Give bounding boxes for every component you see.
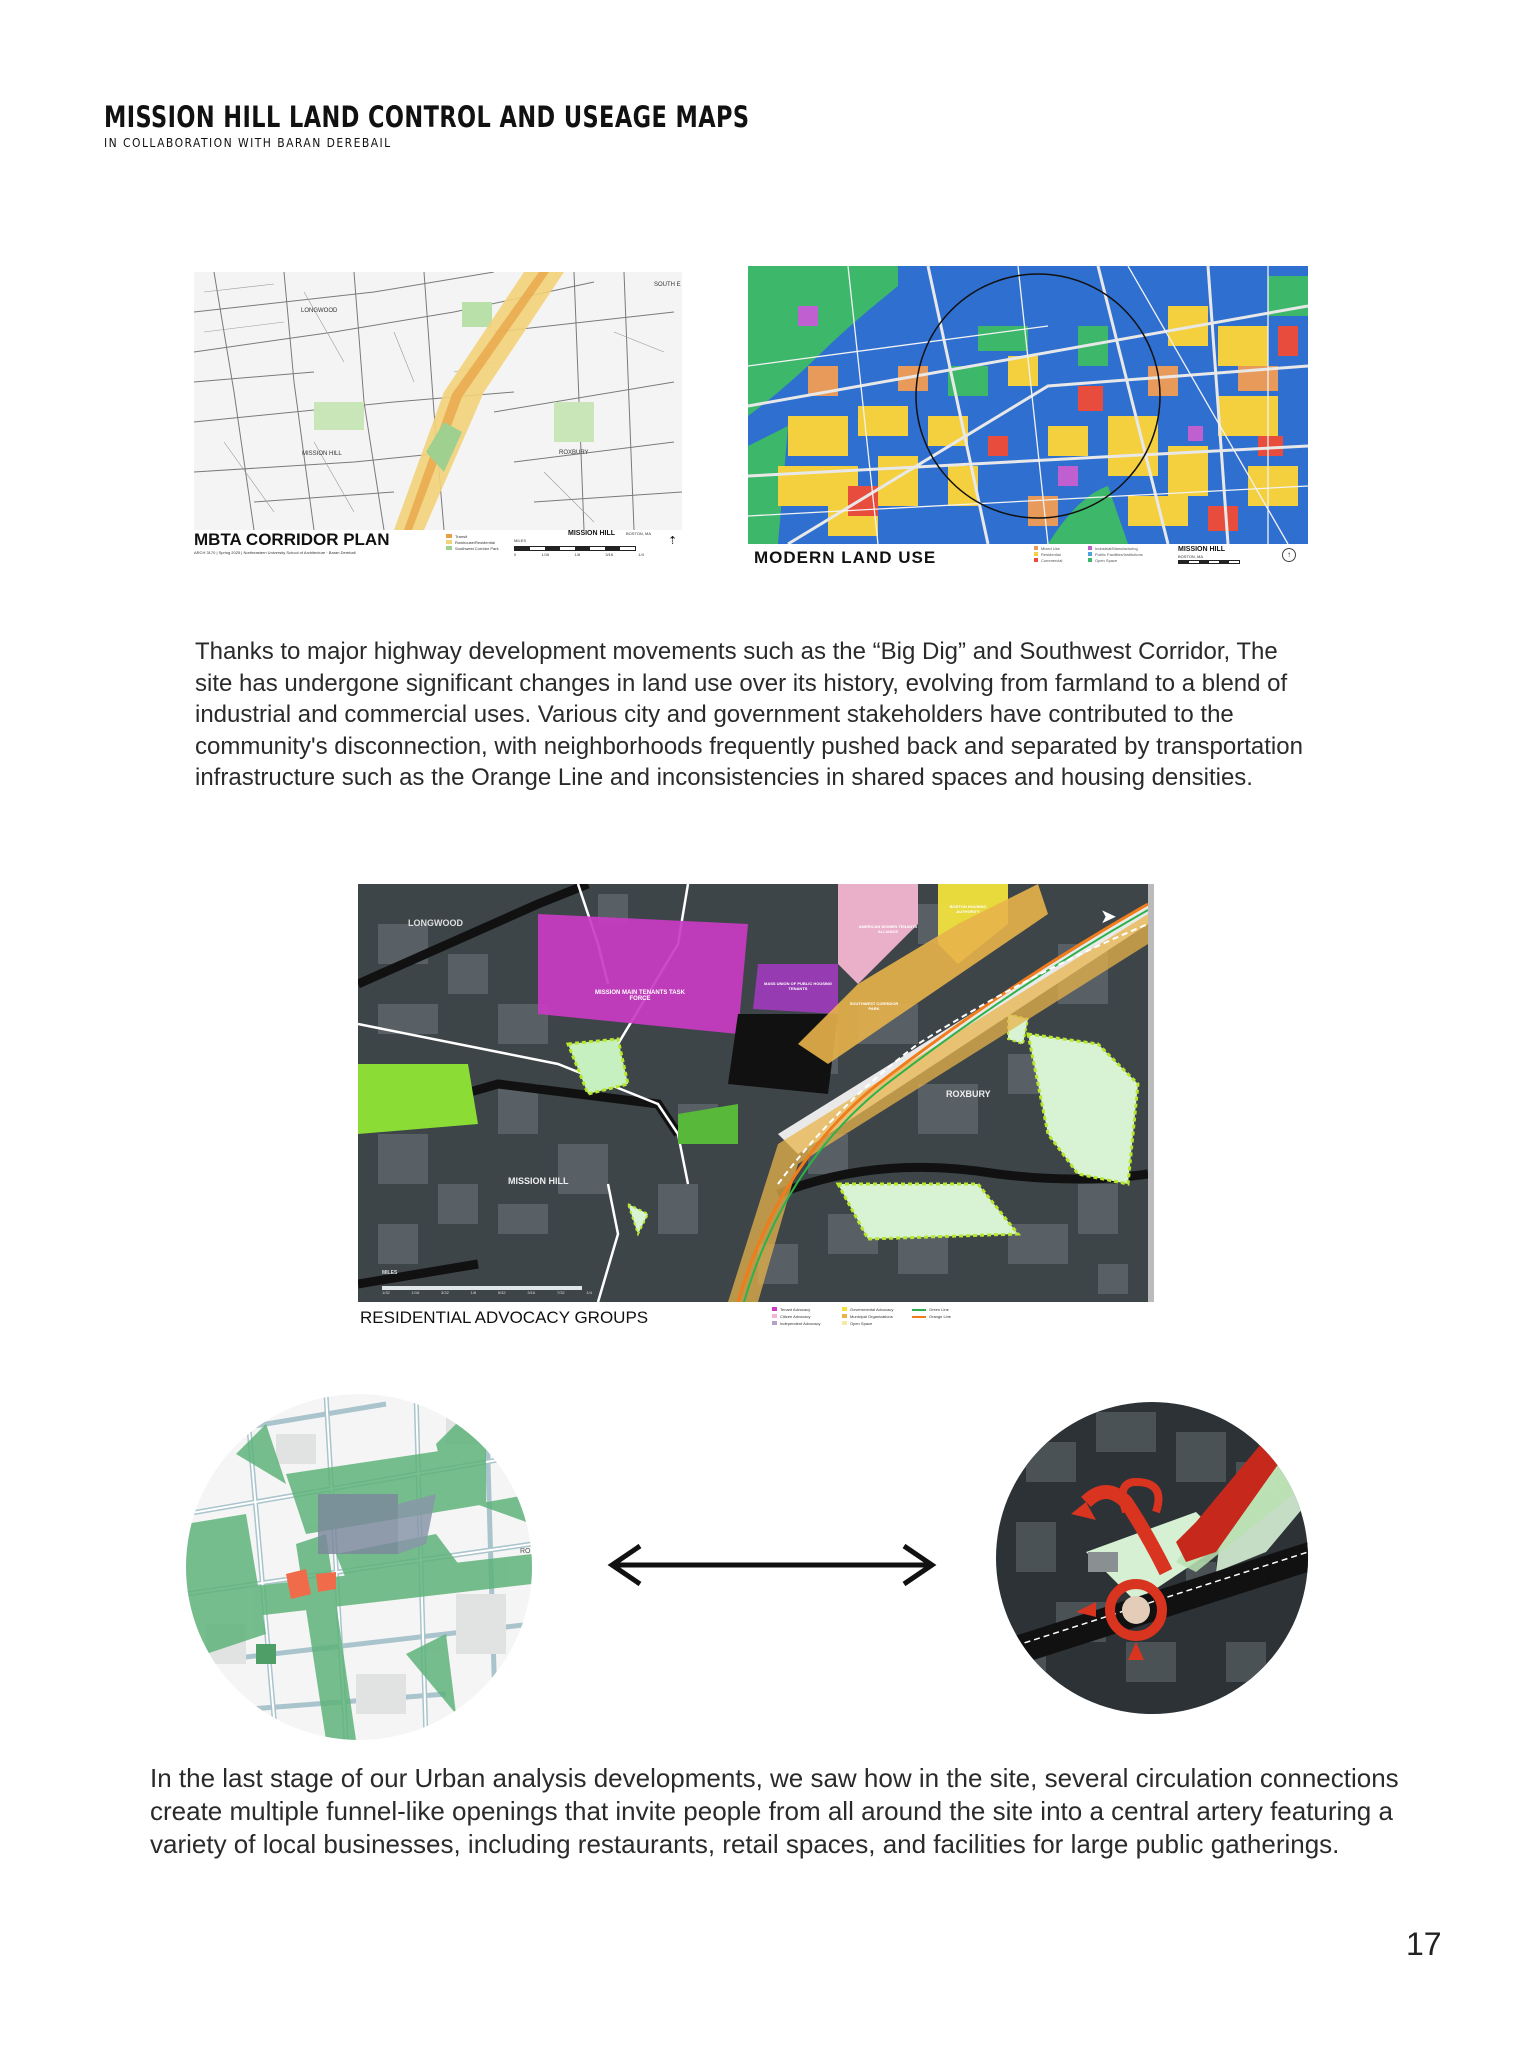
mbta-scale-label: MILES — [514, 538, 527, 543]
label-public-housing-tenants: MASS UNION OF PUBLIC HOUSING TENANTS — [763, 981, 832, 991]
circulation-diagram-right — [996, 1402, 1308, 1714]
advocacy-legend-col2: Governmental Advocacy Municipal Organizations Open Space — [842, 1306, 893, 1327]
label-southwest-corridor: SOUTHWEST CORRIDOR PARK — [849, 1001, 899, 1011]
label-roxbury: ROXBURY — [946, 1089, 991, 1099]
north-arrow-icon: ➤ — [1100, 906, 1117, 928]
diagram-label-ro: RO — [520, 1548, 531, 1555]
svg-text:MISSION HILL: MISSION HILL — [302, 451, 342, 457]
label-mission-hill: MISSION HILL — [508, 1176, 569, 1186]
advocacy-scale-label: MILES — [382, 1270, 398, 1276]
advocacy-groups-map — [358, 884, 1154, 1334]
mbta-location-sub: BOSTON, MA — [626, 531, 652, 536]
mbta-map-title: MBTA CORRIDOR PLAN — [194, 530, 390, 549]
page-subtitle: IN COLLABORATION WITH BARAN DEREBAIL — [104, 136, 392, 150]
land-use-scale-bar — [1178, 560, 1240, 564]
land-use-location-sub: BOSTON, MA — [1178, 554, 1204, 559]
double-arrow-icon — [600, 1540, 944, 1590]
mbta-scale-bar — [514, 546, 636, 551]
page-title: MISSION HILL LAND CONTROL AND USEAGE MAPS — [104, 100, 750, 134]
land-use-location: MISSION HILL — [1178, 546, 1226, 553]
mbta-corridor-map — [194, 272, 682, 558]
advocacy-legend-col3: Green Line Orange Line — [912, 1306, 951, 1320]
north-arrow-icon: ⇡ — [668, 535, 678, 547]
svg-text:SOUTH E: SOUTH E — [654, 282, 681, 288]
modern-land-use-map — [748, 266, 1308, 566]
label-longwood: LONGWOOD — [408, 918, 463, 928]
svg-text:ROXBURY: ROXBURY — [559, 450, 589, 456]
advocacy-scale-ticks: 1/32 1/16 3/32 1/8 5/32 3/16 7/32 1/4 — [382, 1290, 592, 1295]
mbta-legend: Transit Rowhouse/Residential Southwest Corridor Park — [446, 534, 499, 552]
land-use-map-title: MODERN LAND USE — [754, 548, 937, 566]
land-use-legend-col1: Mixed Use Residential Commercial — [1034, 546, 1062, 564]
advocacy-map-title: RESIDENTIAL ADVOCACY GROUPS — [360, 1308, 649, 1327]
land-use-legend-col2: Industrial/Manufacturing Public Facilities/Institutions Open Space — [1088, 546, 1143, 564]
mbta-map-credit: ARCH 3170 | Spring 2025 | Northeastern University School of Architecture · Baran Derebail — [194, 550, 356, 555]
paragraph-conclusion: In the last stage of our Urban analysis developments, we saw how in the site, several circulation connections create multiple funnel-like openings that invite people from all around the site into a central artery featuring a variety of local businesses, including restaurants, retail spaces, and facilities for large public gatherings. — [150, 1763, 1399, 1859]
circulation-diagram-left — [186, 1394, 532, 1740]
paragraph-intro: Thanks to major highway development movements such as the “Big Dig” and Southwest Corridor, The site has undergone significant changes in land use over its history, evolving from farmland to a blend of industrial and commercial uses. Various city and government stakeholders have contributed to the community's disconnection, with neighborhoods frequently pushed back and separated by transportation infrastructure such as the Orange Line and inconsistencies in shared spaces and housing densities. — [195, 638, 1303, 791]
svg-text:LONGWOOD: LONGWOOD — [301, 308, 338, 314]
mbta-scale-ticks: 0 1/16 1/8 3/16 1/4 — [514, 552, 644, 557]
page-number: 17 — [1406, 1926, 1442, 1962]
advocacy-legend-col1: Tenant Advocacy Citizen Advocacy Independent Advocacy — [772, 1306, 820, 1327]
label-women-tenants: AMERICAN WOMEN TENANTS ALLIANCE — [858, 924, 918, 934]
label-housing-authority: BOSTON HOUSING AUTHORITY — [949, 904, 987, 914]
label-tenants-task-force: MISSION MAIN TENANTS TASK FORCE — [595, 990, 685, 1002]
north-arrow-icon: ↑ — [1282, 548, 1296, 562]
mbta-location: MISSION HILL — [568, 530, 616, 537]
